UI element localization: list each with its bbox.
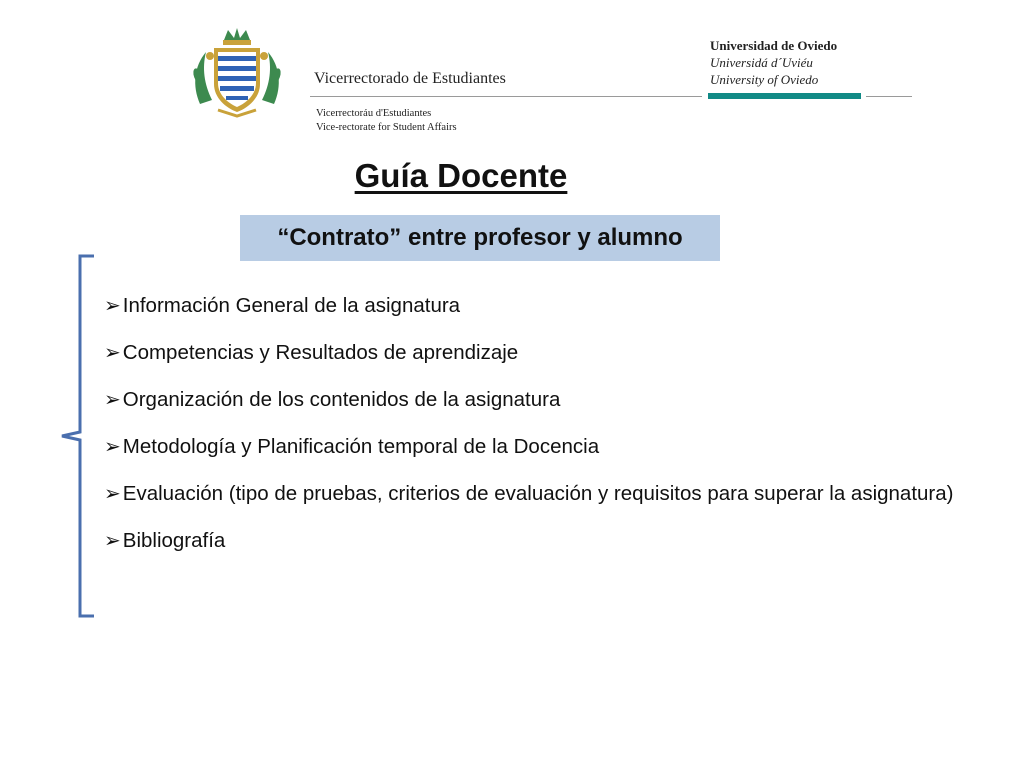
department-subtitle-english: Vice-rectorate for Student Affairs bbox=[316, 122, 457, 133]
university-name-spanish: Universidad de Oviedo bbox=[710, 38, 838, 53]
subtitle-banner bbox=[240, 215, 720, 261]
list-item-text: Organización de los contenidos de la asignatura bbox=[122, 388, 561, 411]
list-item bbox=[104, 474, 980, 514]
content-list bbox=[104, 286, 980, 568]
list-item bbox=[104, 521, 980, 561]
list-item bbox=[104, 427, 980, 467]
subtitle-text: “Contrato” entre profesor y alumno bbox=[277, 224, 683, 251]
list-item bbox=[104, 286, 980, 326]
arrow-bullet-icon: ➢ bbox=[104, 295, 121, 317]
list-item bbox=[104, 333, 980, 373]
university-name-asturian: Universidá d´Uviéu bbox=[710, 55, 813, 70]
university-divider bbox=[866, 96, 912, 97]
arrow-bullet-icon: ➢ bbox=[104, 483, 121, 505]
university-accent-bar bbox=[708, 93, 861, 99]
university-name-english: University of Oviedo bbox=[710, 72, 819, 87]
curly-bracket-icon bbox=[58, 252, 100, 620]
page-title: Guía Docente bbox=[354, 157, 568, 194]
arrow-bullet-icon: ➢ bbox=[104, 436, 121, 458]
list-item-text: Competencias y Resultados de aprendizaje bbox=[122, 341, 519, 364]
list-item bbox=[104, 380, 980, 420]
arrow-bullet-icon: ➢ bbox=[104, 389, 121, 411]
department-subtitle-asturian: Vicerrectoráu d'Estudiantes bbox=[316, 108, 432, 119]
list-item-text: Evaluación (tipo de pruebas, criterios de evaluación y requisitos para superar la asignatura) bbox=[122, 482, 954, 505]
list-item-text: Metodología y Planificación temporal de la Docencia bbox=[122, 435, 600, 458]
list-item-text: Información General de la asignatura bbox=[122, 294, 461, 317]
header-divider bbox=[310, 96, 702, 97]
arrow-bullet-icon: ➢ bbox=[104, 342, 121, 364]
university-crest-logo bbox=[188, 26, 286, 118]
department-title: Vicerrectorado de Estudiantes bbox=[314, 70, 506, 87]
list-item-text: Bibliografía bbox=[122, 529, 226, 552]
arrow-bullet-icon: ➢ bbox=[104, 530, 121, 552]
